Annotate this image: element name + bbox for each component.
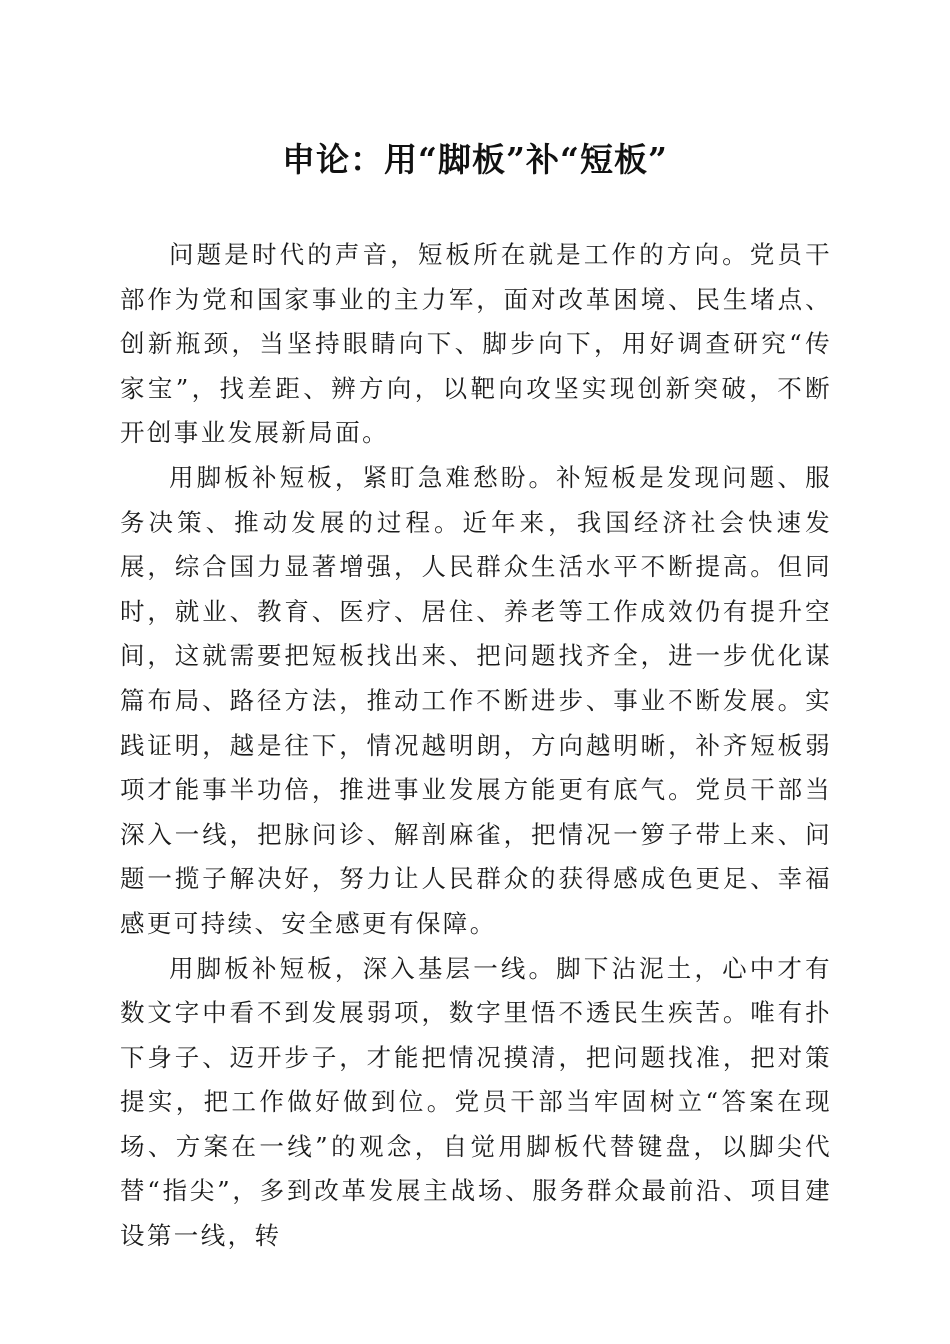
document-title: 申论：用“脚板”补“短板” — [282, 140, 668, 179]
document-body — [120, 233, 832, 1259]
paragraph-focus-urgent-needs: 用脚板补短板，紧盯急难愁盼。补短板是发现问题、服务决策、推动发展的过程。近年来，我国经济社会快速发展，综合国力显著增强，人民群众生活水平不断提高。但同时，就业、教育、医疗、居住、养老等工作成效仍有提升空间，这就需要把短板找出来、把问题找齐全，进一步优化谋篇布局、路径方法，推动工作不断进步、事业不断发展。实践证明，越是往下，情况越明朗，方向越明晰，补齐短板弱项才能事半功倍，推进事业发展方能更有底气。党员干部当深入一线，把脉问诊、解剖麻雀，把情况一箩子带上来、问题一揽子解决好，努力让人民群众的获得感成色更足、幸福感更可持续、安全感更有保障。 — [120, 462, 832, 938]
paragraph-intro: 问题是时代的声音，短板所在就是工作的方向。党员干部作为党和国家事业的主力军，面对改革困境、民生堵点、创新瓶颈，当坚持眼睛向下、脚步向下，用好调查研究“传家宝”，找差距、辨方向，以靶向攻坚实现创新突破，不断开创事业发展新局面。 — [120, 240, 832, 448]
paragraph-grassroots-frontline: 用脚板补短板，深入基层一线。脚下沾泥土，心中才有数文字中看不到发展弱项，数字里悟不透民生疾苦。唯有扑下身子、迈开步子，才能把情况摸清，把问题找准，把对策提实，把工作做好做到位。党员干部当牢固树立“答案在现场、方案在一线”的观念，自觉用脚板代替键盘，以脚尖代替“指尖”，多到改革发展主战场、服务群众最前沿、项目建设第一线，转 — [120, 953, 832, 1251]
